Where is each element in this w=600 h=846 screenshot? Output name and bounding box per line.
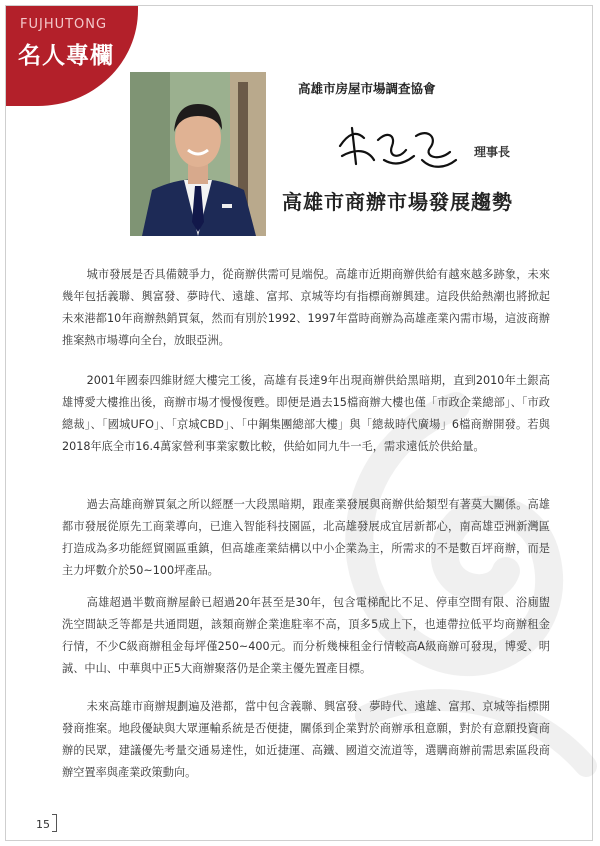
brand-name: FUJHUTONG [20, 17, 108, 32]
author-organization: 高雄市房屋市場調查協會 [298, 81, 436, 96]
author-signature [334, 116, 462, 176]
column-badge [6, 6, 138, 106]
author-portrait [130, 72, 266, 236]
page-number-bracket [52, 814, 57, 832]
article-paragraph: 未來高雄市商辦規劃遍及港都，當中包含義聯、興富發、夢時代、遠雄、富邦、京城等指標開發商推案。地段優缺與大眾運輸系統是否便捷，關係到企業對於商辦承租意願，對於有意願投資商辦的民眾，建議優先考量交通易達性，如近捷運、高鐵、國道交流道等，選購商辦前需思索區段商辦空置率與產業政策動向。 [62, 700, 550, 779]
article-paragraph: 高雄超過半數商辦屋齡已超過20年甚至是30年，包含電梯配比不足、停車空間有限、浴廁盥洗空間缺乏等都是共通問題，該類商辦企業進駐率不高，頂多5成上下，也連帶拉低平均商辦租金行情，不少C級商辦租金每坪僅250~400元。而分析幾棟租金行情較高A級商辦可發現，博愛、明誠、中山、中華與中正5大商辦聚落仍是企業主優先置產目標。 [62, 596, 550, 675]
page-frame [5, 5, 593, 841]
author-role: 理事長 [474, 145, 511, 159]
page-number: 15 [36, 818, 50, 831]
column-title: 名人專欄 [18, 43, 114, 69]
article-paragraph: 2001年國泰四維財經大樓完工後，高雄有長達9年出現商辦供給黑暗期，直到2010年土銀高雄博愛大樓推出後，商辦市場才慢慢復甦。即便是過去15檔商辦大樓也僅「市政企業總部」、「市政總裁」、「國城UFO」、「京城CBD」、「中鋼集團總部大樓」與「總裁時代廣場」6檔商辦開發。若與2018年底全市16.4萬家營利事業家數比較，供給如同九牛一毛，需求遠低於供給量。 [62, 374, 550, 453]
article-paragraph: 城市發展是否具備競爭力，從商辦供需可見端倪。高雄市近期商辦供給有越來越多跡象，未來幾年包括義聯、興富發、夢時代、遠雄、富邦、京城等均有指標商辦興建。這段供給熱潮也將掀起未來港都10年商辦熱銷買氣，然而有別於1992、1997年當時商辦為高雄產業內需市場，這波商辦推案熱市場導向全台，放眼亞洲。 [62, 268, 550, 347]
article-paragraph: 過去高雄商辦買氣之所以經歷一大段黑暗期，跟產業發展與商辦供給類型有著莫大關係。高雄都市發展從原先工商業導向，已進入智能科技園區，北高雄發展成宜居新都心，南高雄亞洲新灣區打造成為多功能經貿園區重鎮，但高雄產業結構以中小企業為主，所需求的不是數百坪商辦，而是主力坪數介於50~100坪產品。 [62, 498, 550, 577]
article-title: 高雄市商辦市場發展趨勢 [282, 190, 513, 214]
